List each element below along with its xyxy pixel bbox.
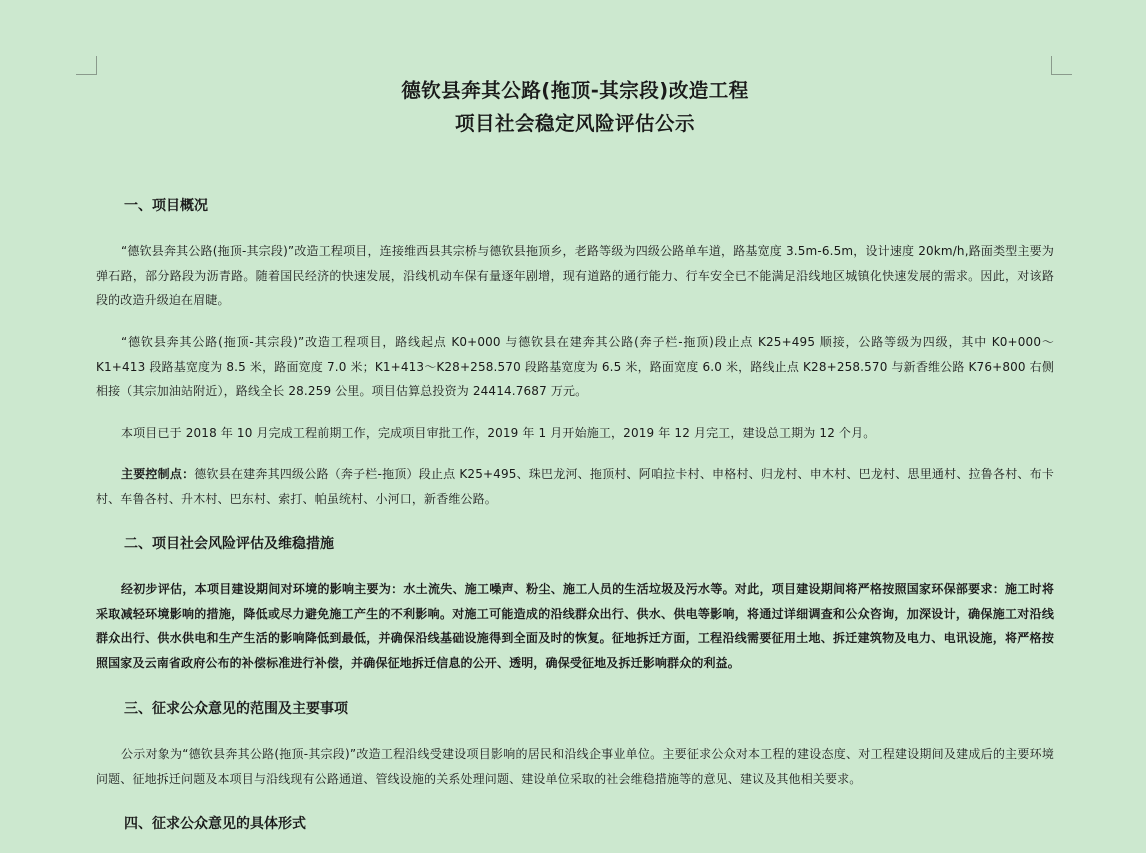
- section-1-paragraph-2: “德钦县奔其公路(拖顶-其宗段)”改造工程项目，路线起点 K0+000 与德钦县在建奔其公路(奔子栏-拖顶)段止点 K25+495 顺接，公路等级为四级，其中 K0+000～K1+413 段路基宽度为 8.5 米，路面宽度 7.0 米；K1+413～K28+258.570 段路基宽度为 6.5 米，路面宽度 6.0 米，路线止点 K28+258.570 与新香维公路 K76+800 右侧相接（其宗加油站附近），路线全长 28.259 公里。项目估算总投资为 24414.7687 万元。: [96, 335, 1054, 398]
- control-points-paragraph: [96, 462, 1054, 511]
- page-corner-top-right: [1051, 56, 1072, 75]
- title-line-1: 德钦县奔其公路(拖顶-其宗段)改造工程: [401, 79, 749, 102]
- section-heading-4: 四、征求公众意见的具体形式: [124, 816, 306, 832]
- section-1-paragraph-3: 本项目已于 2018 年 10 月完成工程前期工作，完成项目审批工作，2019 年 1 月开始施工，2019 年 12 月完工，建设总工期为 12 个月。: [121, 426, 876, 440]
- page-corner-top-left: [76, 56, 97, 75]
- section-heading-3: 三、征求公众意见的范围及主要事项: [124, 701, 348, 717]
- title-line-2: 项目社会稳定风险评估公示: [454, 112, 695, 135]
- section-3-paragraph-1: 公示对象为“德钦县奔其公路(拖顶-其宗段)”改造工程沿线受建设项目影响的居民和沿线企事业单位。主要征求公众对本工程的建设态度、对工程建设期间及建成后的主要环境问题、征地拆迁问题及本项目与沿线现有公路通道、管线设施的关系处理问题、建设单位采取的社会维稳措施等的意见、建议及其他相关要求。: [96, 747, 1054, 786]
- document-title: [96, 0, 1054, 140]
- section-heading-1: 一、项目概况: [124, 198, 208, 214]
- control-points-label: 主要控制点：: [121, 467, 195, 481]
- control-points-text: 德钦县在建奔其四级公路（奔子栏-拖顶）段止点 K25+495、珠巴龙河、拖顶村、阿咱拉卡村、申格村、归龙村、申木村、巴龙村、思里通村、拉鲁各村、布卡村、车鲁各村、升木村、巴东村、索打、帕虽统村、小河口，新香维公路。: [96, 467, 1054, 506]
- section-2-paragraph-1: 经初步评估，本项目建设期间对环境的影响主要为：水土流失、施工噪声、粉尘、施工人员的生活垃圾及污水等。对此，项目建设期间将严格按照国家环保部要求：施工时将采取减轻环境影响的措施，降低或尽力避免施工产生的不利影响。对施工可能造成的沿线群众出行、供水、供电等影响，将通过详细调查和公众咨询，加深设计，确保施工对沿线群众出行、供水供电和生产生活的影响降低到最低，并确保沿线基础设施得到全面及时的恢复。征地拆迁方面，工程沿线需要征用土地、拆迁建筑物及电力、电讯设施，将严格按照国家及云南省政府公布的补偿标准进行补偿，并确保征地拆迁信息的公开、透明，确保受征地及拆迁影响群众的利益。: [96, 582, 1054, 670]
- section-1-paragraph-1: “德钦县奔其公路(拖顶-其宗段)”改造工程项目，连接维西县其宗桥与德钦县拖顶乡，老路等级为四级公路单车道，路基宽度 3.5m-6.5m，设计速度 20km/h,路面类型主要为弹石路，部分路段为沥青路。随着国民经济的快速发展，沿线机动车保有量逐年剧增，现有道路的通行能力、行车安全已不能满足沿线地区城镇化快速发展的需求。因此，对该路段的改造升级迫在眉睫。: [96, 244, 1054, 307]
- document-page: [96, 0, 1054, 832]
- section-heading-2: 二、项目社会风险评估及维稳措施: [124, 536, 334, 552]
